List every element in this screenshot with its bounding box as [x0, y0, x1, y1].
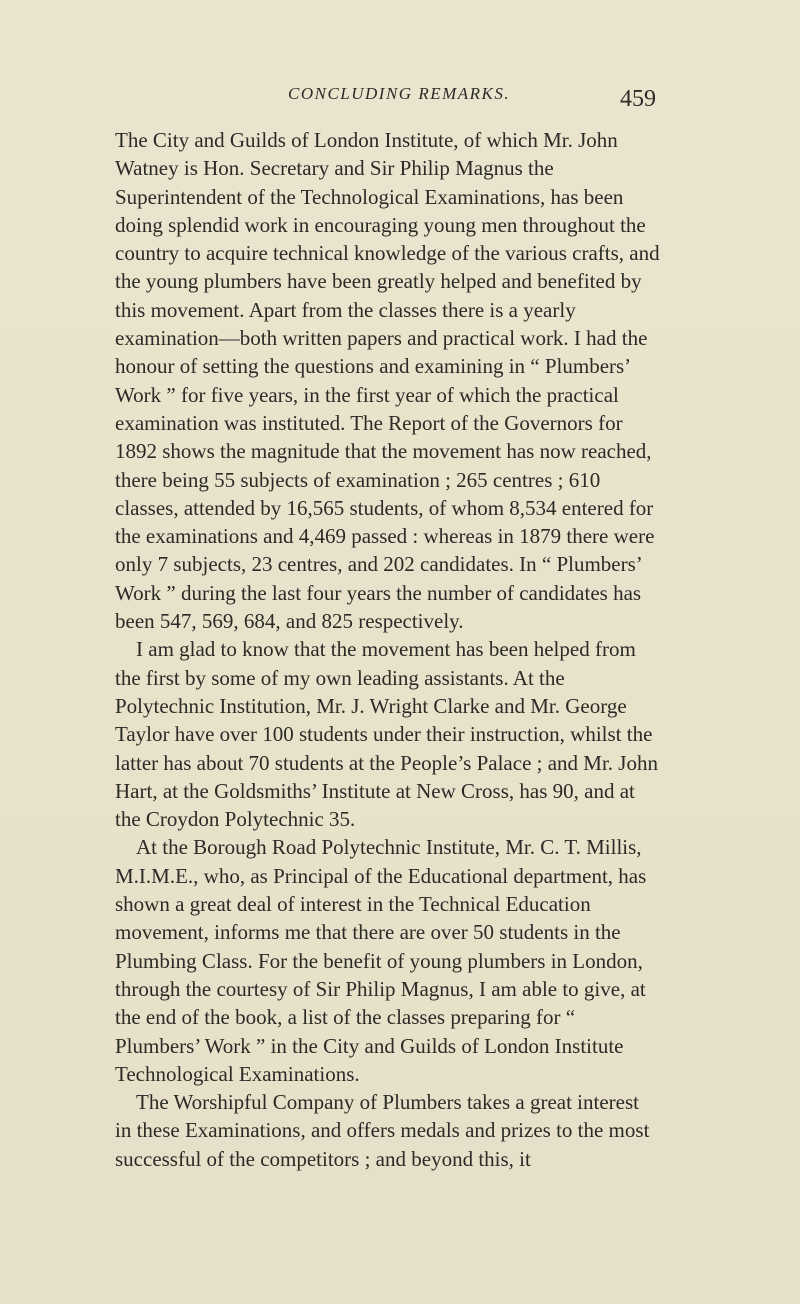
- page-number: 459: [620, 86, 656, 112]
- running-title: CONCLUDING REMARKS.: [288, 84, 511, 103]
- body-text: [115, 126, 660, 1173]
- paragraph: The City and Guilds of London Institute, of which Mr. John Watney is Hon. Secretary and Sir Philip Magnus the Superintendent of the Technological Examinations, has been doing splendid work in encouraging young men throughout the country to acquire technical knowledge of the various crafts, and the young plumbers have been greatly helped and benefited by this movement. Apart from the classes there is a yearly examination—both written papers and practical work. I had the honour of setting the questions and examining in “ Plumbers’ Work ” for five years, in the first year of which the practical examination was instituted. The Report of the Governors for 1892 shows the magnitude that the movement has now reached, there being 55 subjects of examination ; 265 centres ; 610 classes, attended by 16,565 students, of whom 8,534 entered for the examinations and 4,469 passed : whereas in 1879 there were only 7 subjects, 23 centres, and 202 candidates. In “ Plumbers’ Work ” during the last four years the number of candidates has been 547, 569, 684, and 825 respectively.: [115, 128, 660, 634]
- paragraph: At the Borough Road Polytechnic Institute, Mr. C. T. Millis, M.I.M.E., who, as Principal of the Educational department, has shown a great deal of interest in the Technical Education movement, informs me that there are over 50 students in the Plumbing Class. For the benefit of young plumbers in London, through the courtesy of Sir Philip Magnus, I am able to give, at the end of the book, a list of the classes preparing for “ Plumbers’ Work ” in the City and Guilds of London Institute Technological Examinations.: [115, 835, 647, 1086]
- running-head: [118, 84, 660, 114]
- paragraph: The Worshipful Company of Plumbers takes a great interest in these Examinations, and offers medals and prizes to the most successful of the competitors ; and beyond this, it: [115, 1090, 650, 1171]
- paragraph: I am glad to know that the movement has been helped from the first by some of my own leading assistants. At the Polytechnic Institution, Mr. J. Wright Clarke and Mr. George Taylor have over 100 students under their instruction, whilst the latter has about 70 students at the People’s Palace ; and Mr. John Hart, at the Goldsmiths’ Institute at New Cross, has 90, and at the Croydon Polytechnic 35.: [115, 637, 658, 832]
